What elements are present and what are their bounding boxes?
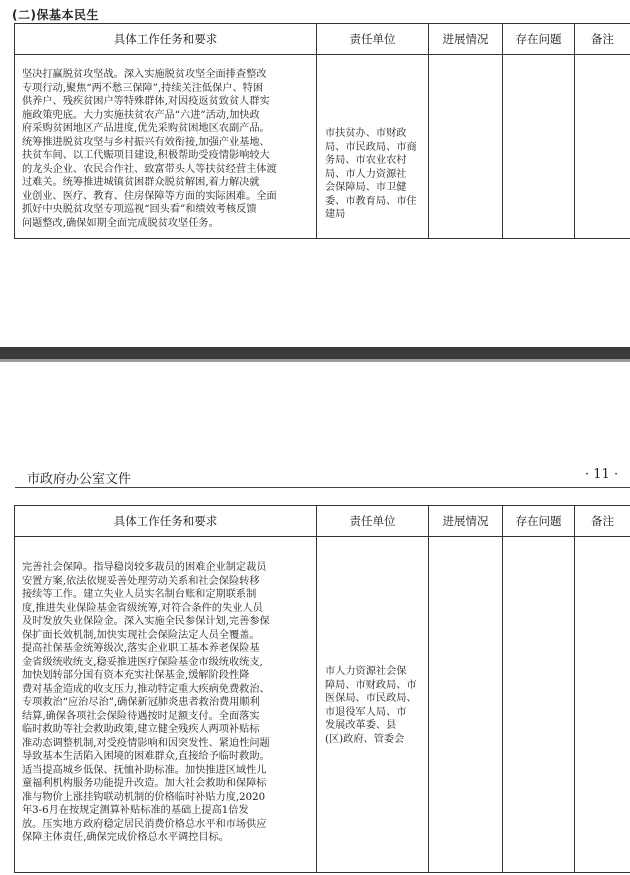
header-progress: 进展情况: [429, 24, 503, 55]
page-divider: [0, 347, 630, 359]
progress-cell: [429, 55, 503, 239]
task-cell: [15, 55, 317, 239]
task-text: 完善社会保障。指导稳岗较多裁员的困难企业制定裁员 安置方案,依法依规妥善处理劳动关系和社会保险转移 接续等工作。建立失业人员实名制台账和定期联系制 度,推进失业保险基金省级统筹,对符合条件的失业人员 及时发放失业保险金。深入实施全民参保计划,完善参保 保扩面长效机制,加快实现社会保险法定人员全覆盖。 提高社保基金统筹级次,落实企业职工基本养老保险基 金省级统收统支,稳妥推进医疗保险基金市级统收统支, 加快划转部分国有资本充实社保基金,缓解阶段性降 费对基金造成的收支压力,推动特定重大疾病免费救治、 专项救治“应治尽治”,确保新冠肺炎患者救治费用顺利 结算,确保各项社会保险待遇按时足额支付。全面落实 临时救助等社会救助政策,建立健全残疾人两项补贴标 准动态调整机制,对受疫情影响和因突发性、紧迫性问题 导致基本生活陷入困境的困难群众,直接给予临时救助。 适当提高城乡低保、抚恤补助标准。加快推进区域性儿 童福利机构服务功能提升改造。加大社会救助和保障标 准与物价上涨挂钩联动机制的价格临时补贴力度,2020 年3-6月在按规定测算补贴标准的基础上提高1倍发 放。压实地方政府稳定居民消费价格总水平和市场供应 保障主体责任,确保完成价格总水平调控目标。: [22, 562, 270, 843]
unit-text: 市扶贫办、市财政 局、市民政局、市商 务局、市农业农村 局、市人力资源社 会保障局、市卫健 委、市教育局、市住 建局: [325, 128, 417, 220]
table-row: [15, 55, 630, 239]
header-rule: [15, 487, 630, 488]
task-table-top: [14, 23, 630, 239]
header-remarks: 备注: [575, 24, 630, 55]
progress-cell: [429, 537, 503, 873]
header-unit: 责任单位: [317, 506, 429, 537]
section-title: (二)保基本民生: [12, 8, 99, 22]
page-number: · 11 ·: [585, 467, 619, 482]
unit-text: 市人力资源社会保 障局、市财政局、市 医保局、市民政局、 市退役军人局、市 发展改革委、县 (区)政府、管委会: [325, 666, 417, 745]
table-header-row: [15, 24, 630, 55]
table-row: [15, 537, 630, 873]
task-table-bottom: [14, 505, 630, 873]
issues-cell: [503, 537, 575, 873]
running-head: 市政府办公室文件: [27, 472, 132, 487]
header-issues: 存在问题: [503, 24, 575, 55]
table-header-row: [15, 506, 630, 537]
header-remarks: 备注: [575, 506, 630, 537]
task-cell: [15, 537, 317, 873]
remarks-cell: [575, 55, 630, 239]
unit-cell: [317, 55, 429, 239]
issues-cell: [503, 55, 575, 239]
unit-cell: [317, 537, 429, 873]
task-text: 坚决打赢脱贫攻坚战。深入实施脱贫攻坚全面排查整改 专项行动,聚焦“两不愁三保障”,持续关注低保户、特困 供养户、残疾贫困户等特殊群体,对因疫返贫致贫人群实 施政策兜底。大力实施扶贫农产品“六进”活动,加快政 府采购贫困地区产品进度,优先采购贫困地区农副产品。 统筹推进脱贫攻坚与乡村振兴有效衔接,加强产业基地、 扶贫车间、以工代赈项目建设,积极帮助受疫情影响较大 的龙头企业、农民合作社、致富带头人等扶贫经营主体渡 过难关。统筹推进城镇贫困群众脱贫解困,着力解决就 业创业、医疗、教育、住房保障等方面的实际困难。全面 抓好中央脱贫攻坚专项巡视“回头看”和绩效考核反馈 问题整改,确保如期全面完成脱贫攻坚任务。: [22, 69, 277, 229]
remarks-cell: [575, 537, 630, 873]
header-progress: 进展情况: [429, 506, 503, 537]
header-task: 具体工作任务和要求: [15, 506, 317, 537]
header-issues: 存在问题: [503, 506, 575, 537]
header-task: 具体工作任务和要求: [15, 24, 317, 55]
page-divider-shadow: [0, 359, 630, 362]
header-unit: 责任单位: [317, 24, 429, 55]
